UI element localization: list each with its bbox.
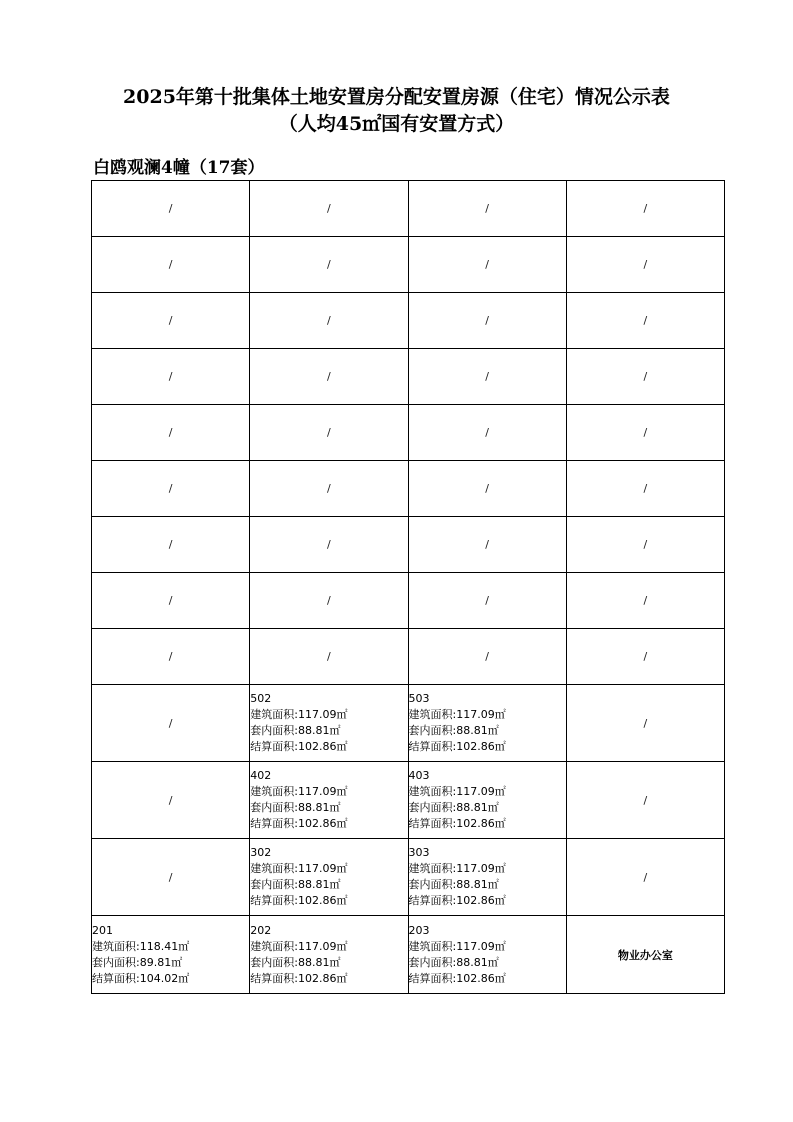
unit-cell bbox=[92, 916, 250, 994]
table-row bbox=[92, 517, 725, 573]
empty-cell: / bbox=[250, 629, 408, 685]
unit-number: 403 bbox=[408, 769, 430, 782]
empty-cell: / bbox=[92, 237, 250, 293]
table-row bbox=[92, 461, 725, 517]
empty-cell: / bbox=[566, 349, 724, 405]
unit-cell bbox=[408, 762, 566, 839]
building-area: 建筑面积:117.09㎡ bbox=[250, 862, 348, 875]
building-area: 建筑面积:117.09㎡ bbox=[408, 862, 506, 875]
table-row bbox=[92, 685, 725, 762]
office-cell: 物业办公室 bbox=[566, 916, 724, 994]
empty-cell: / bbox=[566, 839, 724, 916]
table-row bbox=[92, 237, 725, 293]
settlement-area: 结算面积:102.86㎡ bbox=[250, 894, 348, 907]
empty-cell: / bbox=[408, 237, 566, 293]
building-area: 建筑面积:117.09㎡ bbox=[408, 708, 506, 721]
building-area: 建筑面积:118.41㎡ bbox=[92, 939, 190, 953]
empty-cell: / bbox=[408, 629, 566, 685]
table-row bbox=[92, 839, 725, 916]
empty-cell: / bbox=[92, 573, 250, 629]
unit-number: 502 bbox=[250, 692, 272, 705]
building-label: 白鸥观澜4幢（17套） bbox=[93, 158, 265, 178]
table-row bbox=[92, 629, 725, 685]
building-area: 建筑面积:117.09㎡ bbox=[250, 708, 348, 721]
settlement-area: 结算面积:102.86㎡ bbox=[408, 971, 506, 985]
settlement-area: 结算面积:102.86㎡ bbox=[250, 740, 348, 753]
empty-cell: / bbox=[408, 573, 566, 629]
unit-cell bbox=[250, 685, 408, 762]
empty-cell: / bbox=[566, 685, 724, 762]
table-row bbox=[92, 293, 725, 349]
empty-cell: / bbox=[408, 293, 566, 349]
unit-number: 203 bbox=[408, 923, 430, 937]
empty-cell: / bbox=[250, 181, 408, 237]
housing-allocation-table bbox=[91, 180, 725, 994]
empty-cell: / bbox=[92, 839, 250, 916]
table-row bbox=[92, 916, 725, 994]
document-title: 2025年第十批集体土地安置房分配安置房源（住宅）情况公示表 bbox=[123, 86, 670, 108]
building-area: 建筑面积:117.09㎡ bbox=[408, 939, 506, 953]
unit-number: 202 bbox=[250, 923, 272, 937]
empty-cell: / bbox=[566, 293, 724, 349]
unit-number: 302 bbox=[250, 846, 272, 859]
empty-cell: / bbox=[92, 181, 250, 237]
empty-cell: / bbox=[92, 629, 250, 685]
empty-cell: / bbox=[92, 293, 250, 349]
empty-cell: / bbox=[250, 573, 408, 629]
empty-cell: / bbox=[566, 762, 724, 839]
unit-number: 303 bbox=[408, 846, 430, 859]
unit-number: 503 bbox=[408, 692, 430, 705]
empty-cell: / bbox=[250, 293, 408, 349]
inner-area: 套内面积:89.81㎡ bbox=[92, 955, 183, 969]
empty-cell: / bbox=[250, 517, 408, 573]
unit-cell bbox=[408, 685, 566, 762]
settlement-area: 结算面积:102.86㎡ bbox=[250, 971, 348, 985]
table-row bbox=[92, 349, 725, 405]
empty-cell: / bbox=[566, 573, 724, 629]
unit-cell bbox=[250, 916, 408, 994]
empty-cell: / bbox=[250, 405, 408, 461]
empty-cell: / bbox=[408, 405, 566, 461]
empty-cell: / bbox=[250, 461, 408, 517]
empty-cell: / bbox=[92, 349, 250, 405]
empty-cell: / bbox=[408, 461, 566, 517]
empty-cell: / bbox=[92, 762, 250, 839]
empty-cell: / bbox=[566, 405, 724, 461]
table-row bbox=[92, 762, 725, 839]
settlement-area: 结算面积:102.86㎡ bbox=[408, 740, 506, 753]
empty-cell: / bbox=[92, 461, 250, 517]
inner-area: 套内面积:88.81㎡ bbox=[408, 955, 499, 969]
empty-cell: / bbox=[408, 181, 566, 237]
inner-area: 套内面积:88.81㎡ bbox=[250, 801, 341, 814]
empty-cell: / bbox=[408, 349, 566, 405]
settlement-area: 结算面积:102.86㎡ bbox=[250, 817, 348, 830]
settlement-area: 结算面积:104.02㎡ bbox=[92, 971, 190, 985]
empty-cell: / bbox=[566, 461, 724, 517]
empty-cell: / bbox=[250, 237, 408, 293]
inner-area: 套内面积:88.81㎡ bbox=[250, 878, 341, 891]
building-area: 建筑面积:117.09㎡ bbox=[408, 785, 506, 798]
empty-cell: / bbox=[92, 405, 250, 461]
table-row bbox=[92, 573, 725, 629]
unit-cell bbox=[408, 916, 566, 994]
empty-cell: / bbox=[92, 685, 250, 762]
empty-cell: / bbox=[566, 237, 724, 293]
settlement-area: 结算面积:102.86㎡ bbox=[408, 817, 506, 830]
building-area: 建筑面积:117.09㎡ bbox=[250, 939, 348, 953]
unit-cell bbox=[408, 839, 566, 916]
empty-cell: / bbox=[92, 517, 250, 573]
inner-area: 套内面积:88.81㎡ bbox=[408, 878, 499, 891]
inner-area: 套内面积:88.81㎡ bbox=[250, 724, 341, 737]
settlement-area: 结算面积:102.86㎡ bbox=[408, 894, 506, 907]
document-subtitle: （人均45㎡国有安置方式） bbox=[278, 113, 515, 135]
unit-number: 201 bbox=[92, 923, 113, 937]
inner-area: 套内面积:88.81㎡ bbox=[250, 955, 341, 969]
unit-cell bbox=[250, 839, 408, 916]
empty-cell: / bbox=[566, 517, 724, 573]
inner-area: 套内面积:88.81㎡ bbox=[408, 801, 499, 814]
table-row bbox=[92, 405, 725, 461]
empty-cell: / bbox=[566, 629, 724, 685]
building-area: 建筑面积:117.09㎡ bbox=[250, 785, 348, 798]
unit-cell bbox=[250, 762, 408, 839]
empty-cell: / bbox=[408, 517, 566, 573]
inner-area: 套内面积:88.81㎡ bbox=[408, 724, 499, 737]
unit-number: 402 bbox=[250, 769, 272, 782]
empty-cell: / bbox=[566, 181, 724, 237]
empty-cell: / bbox=[250, 349, 408, 405]
table-row bbox=[92, 181, 725, 237]
